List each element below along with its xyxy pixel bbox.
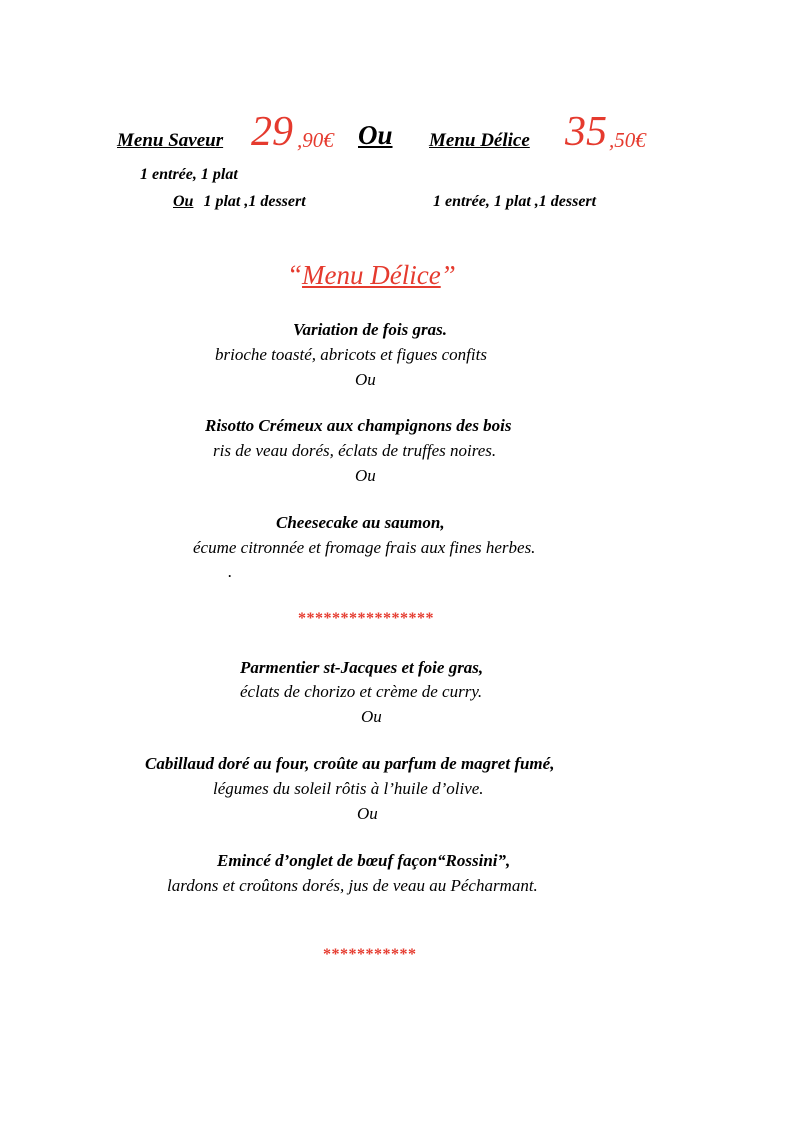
entree-3-name: Cheesecake au saumon, — [276, 513, 445, 532]
section-divider-1: **************** — [298, 610, 434, 627]
entree-3-separator: . — [228, 562, 233, 581]
menu-title — [287, 260, 456, 291]
menu-delice-price-main: 35 — [565, 109, 607, 155]
plat-2-name: Cabillaud doré au four, croûte au parfum de magret fumé, — [145, 754, 555, 773]
entree-1-description: brioche toasté, abricots et figues confits — [215, 345, 487, 364]
plat-2-description: légumes du soleil rôtis à l’huile d’olive. — [213, 779, 484, 798]
plat-3-description: lardons et croûtons dorés, jus de veau au Pécharmant. — [167, 876, 538, 895]
entree-2-name: Risotto Crémeux aux champignons des bois — [205, 416, 512, 435]
plat-3-name: Emincé d’onglet de bœuf façon“Rossini”, — [217, 851, 511, 870]
menu-saveur-label: Menu Saveur — [117, 130, 224, 151]
entree-1-name: Variation de fois gras. — [293, 320, 447, 339]
menu-saveur-price-cents: ,90€ — [297, 128, 334, 152]
menu-delice-price-cents: ,50€ — [609, 128, 646, 152]
delice-option: 1 entrée, 1 plat ,1 dessert — [433, 193, 597, 210]
plat-1-separator: Ou — [361, 707, 382, 726]
entree-3-description: écume citronnée et fromage frais aux fines herbes. — [193, 538, 536, 557]
saveur-option-2-line — [173, 193, 306, 211]
menu-delice-label: Menu Délice — [429, 130, 530, 151]
entree-2-separator: Ou — [355, 466, 376, 485]
entree-1-separator: Ou — [355, 370, 376, 389]
or-label: Ou — [358, 120, 393, 150]
saveur-option-2: 1 plat ,1 dessert — [203, 193, 306, 210]
menu-saveur-price-main: 29 — [251, 109, 293, 155]
title-open-quote: “ — [287, 260, 303, 290]
plat-1-description: éclats de chorizo et crème de curry. — [240, 682, 483, 701]
plat-1-name: Parmentier st-Jacques et foie gras, — [240, 658, 484, 677]
saveur-or-label: Ou — [173, 193, 194, 210]
title-text: Menu Délice — [302, 260, 441, 290]
plat-2-separator: Ou — [357, 804, 378, 823]
title-close-quote: ” — [440, 260, 456, 290]
entree-2-description: ris de veau dorés, éclats de truffes noires. — [213, 441, 497, 460]
saveur-option-1: 1 entrée, 1 plat — [140, 166, 238, 183]
section-divider-2: *********** — [323, 946, 417, 963]
